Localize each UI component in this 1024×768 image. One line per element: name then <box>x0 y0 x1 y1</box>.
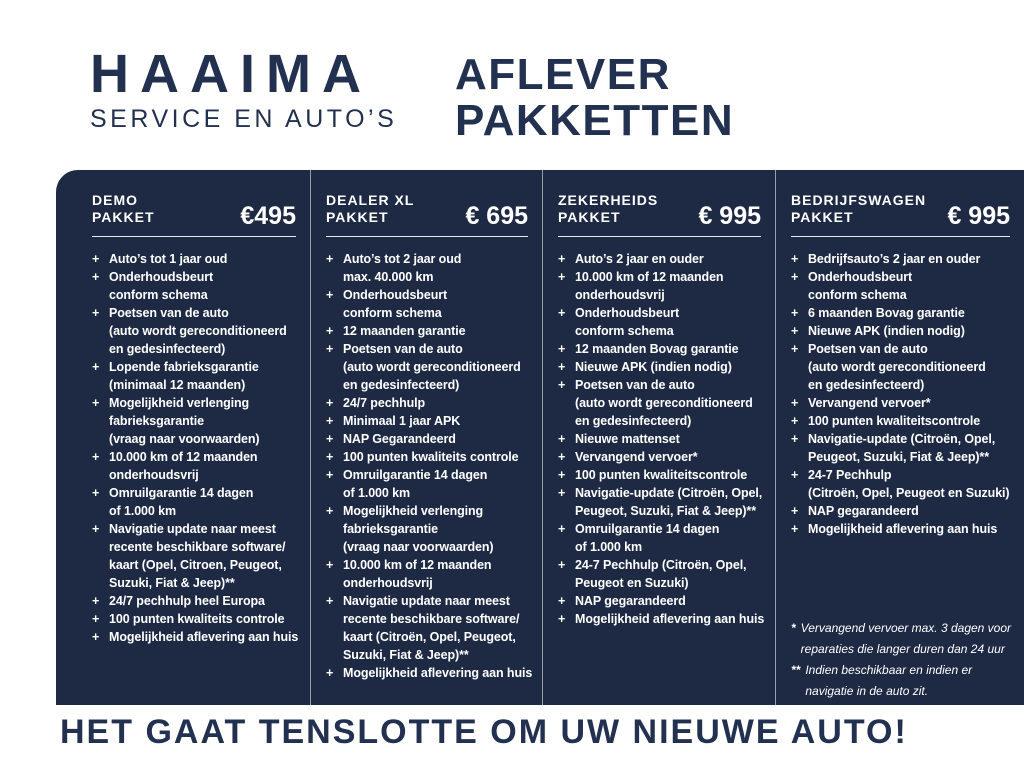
package-item-text <box>109 484 304 520</box>
package-item <box>326 592 536 664</box>
package-item-text <box>808 322 1018 340</box>
plus-icon: + <box>92 522 100 536</box>
plus-icon: + <box>326 252 334 266</box>
package-item-line: en gedesinfecteerd) <box>109 342 226 356</box>
package-item-line: conform schema <box>343 306 442 320</box>
plus-icon: + <box>791 504 799 518</box>
package-item-text <box>808 304 1018 322</box>
package-item-line: (auto wordt gereconditioneerd <box>575 396 753 410</box>
plus-icon: + <box>791 342 799 356</box>
package-item-text <box>575 610 769 628</box>
plus-icon: + <box>326 324 334 338</box>
footnote-line: Indien beschikbaar en indien er <box>805 663 973 677</box>
footnote-marker: ** <box>791 663 801 677</box>
package-item-line: Navigatie-update (Citroën, Opel, <box>808 432 996 446</box>
package-item-line: (Citroën, Opel, Peugeot en Suzuki) <box>808 486 1010 500</box>
package-item <box>558 520 769 556</box>
package-item <box>558 340 769 358</box>
package-item-line: Auto’s tot 2 jaar oud <box>343 252 462 266</box>
package-item-line: Auto’s tot 1 jaar oud <box>109 252 228 266</box>
plus-icon: + <box>558 342 566 356</box>
package-name-line: PAKKET <box>92 209 155 225</box>
package-item <box>558 304 769 340</box>
package-item <box>92 592 304 610</box>
package-item <box>326 412 536 430</box>
package-item-line: Navigatie-update (Citroën, Opel, <box>575 486 763 500</box>
package-item <box>791 520 1018 538</box>
plus-icon: + <box>326 396 334 410</box>
package-item-text <box>343 448 536 466</box>
package-item <box>92 268 304 304</box>
footnote-line: navigatie in de auto zit. <box>805 684 929 698</box>
package-name-line: DEMO <box>92 192 138 208</box>
package-item-line: (auto wordt gereconditioneerd <box>808 360 986 374</box>
package-item <box>558 250 769 268</box>
plus-icon: + <box>558 252 566 266</box>
package-item <box>558 376 769 430</box>
package-item-line: 24-7 Pechhulp <box>808 468 892 482</box>
package-item <box>326 664 536 682</box>
package-item-line: of 1.000 km <box>343 486 410 500</box>
package-item-text <box>109 250 304 268</box>
package-item-text <box>808 268 1018 304</box>
plus-icon: + <box>791 396 799 410</box>
package-item <box>326 340 536 394</box>
package-item-line: Onderhoudsbeurt <box>109 270 214 284</box>
package-item-line: Onderhoudsbeurt <box>808 270 913 284</box>
package-item-line: of 1.000 km <box>575 540 642 554</box>
package-item-line: onderhoudsvrij <box>575 288 665 302</box>
package-item <box>326 286 536 322</box>
package-item <box>92 628 304 646</box>
package-item-line: Mogelijkheid aflevering aan huis <box>575 612 765 626</box>
package-item-line: Suzuki, Fiat & Jeep)** <box>109 576 235 590</box>
package-item <box>791 268 1018 304</box>
package-name <box>92 192 155 226</box>
plus-icon: + <box>92 252 100 266</box>
package-price: € 995 <box>947 202 1010 230</box>
package-item-line: of 1.000 km <box>109 504 176 518</box>
package-item-text <box>343 322 536 340</box>
plus-icon: + <box>92 612 100 626</box>
plus-icon: + <box>326 450 334 464</box>
footnote-text <box>801 618 1011 660</box>
plus-icon: + <box>326 666 334 680</box>
package-item-text <box>109 520 304 592</box>
package-item-line: Suzuki, Fiat & Jeep)** <box>343 648 469 662</box>
column-rule <box>791 236 1010 237</box>
column-rule <box>326 236 528 237</box>
package-item-text <box>343 286 536 322</box>
package-item-line: Mogelijkheid verlenging <box>343 504 484 518</box>
package-item-text <box>575 304 769 340</box>
page-title-line1: AFLEVER <box>455 50 671 99</box>
package-item-line: 24-7 Pechhulp (Citroën, Opel, <box>575 558 747 572</box>
package-column-zekerheids <box>542 170 775 705</box>
plus-icon: + <box>791 432 799 446</box>
package-item-text <box>343 340 536 394</box>
package-item-line: 100 punten kwaliteitscontrole <box>575 468 748 482</box>
package-item-text <box>575 376 769 430</box>
package-item-line: Poetsen van de auto <box>808 342 928 356</box>
package-item-text <box>109 304 304 358</box>
package-item-line: Navigatie update naar meest <box>343 594 510 608</box>
package-item-text <box>343 412 536 430</box>
package-column-demo <box>56 170 310 705</box>
package-item-text <box>109 268 304 304</box>
package-item <box>326 322 536 340</box>
plus-icon: + <box>558 378 566 392</box>
package-item-line: en gedesinfecteerd) <box>575 414 692 428</box>
package-item-line: conform schema <box>575 324 674 338</box>
package-item-line: (vraag naar voorwaarden) <box>343 540 494 554</box>
plus-icon: + <box>558 306 566 320</box>
package-price: €495 <box>240 202 296 230</box>
package-item <box>326 502 536 556</box>
package-item-line: (minimaal 12 maanden) <box>109 378 246 392</box>
package-name-line: BEDRIJFSWAGEN <box>791 192 927 208</box>
package-item-text <box>575 520 769 556</box>
plus-icon: + <box>92 396 100 410</box>
column-rule <box>558 236 761 237</box>
package-item-line: kaart (Opel, Citroen, Peugeot, <box>109 558 282 572</box>
plus-icon: + <box>791 324 799 338</box>
package-item-line: Vervangend vervoer* <box>808 396 931 410</box>
plus-icon: + <box>791 252 799 266</box>
package-name-line: DEALER XL <box>326 192 415 208</box>
package-name-line: ZEKERHEIDS <box>558 192 659 208</box>
footer-slogan: HET GAAT TENSLOTTE OM UW NIEUWE AUTO! <box>60 713 908 751</box>
package-item <box>92 520 304 592</box>
package-item-text <box>808 250 1018 268</box>
package-item-line: NAP gegarandeerd <box>808 504 919 518</box>
package-item <box>791 340 1018 394</box>
package-item <box>558 448 769 466</box>
package-item-text <box>343 664 536 682</box>
footnotes <box>791 618 1018 702</box>
package-item-line: Lopende fabrieksgarantie <box>109 360 259 374</box>
package-item <box>92 448 304 484</box>
package-item <box>791 502 1018 520</box>
package-item <box>558 592 769 610</box>
package-item-text <box>808 466 1018 502</box>
footnote-line: Vervangend vervoer max. 3 dagen voor <box>800 621 1012 635</box>
plus-icon: + <box>558 594 566 608</box>
package-item-text <box>575 430 769 448</box>
package-item <box>791 250 1018 268</box>
package-item-line: Mogelijkheid aflevering aan huis <box>808 522 998 536</box>
package-item-text <box>808 430 1018 466</box>
package-item <box>326 466 536 502</box>
package-item-text <box>343 394 536 412</box>
plus-icon: + <box>326 342 334 356</box>
package-item-text <box>575 448 769 466</box>
package-item-text <box>575 358 769 376</box>
plus-icon: + <box>326 594 334 608</box>
package-item-line: max. 40.000 km <box>343 270 434 284</box>
package-item-line: Mogelijkheid aflevering aan huis <box>109 630 299 644</box>
package-header <box>558 192 769 230</box>
package-item <box>558 466 769 484</box>
package-item-text <box>575 466 769 484</box>
package-item-line: Nieuwe APK (indien nodig) <box>808 324 965 338</box>
plus-icon: + <box>791 414 799 428</box>
package-item-text <box>808 394 1018 412</box>
plus-icon: + <box>326 288 334 302</box>
footnote <box>791 618 1018 660</box>
package-item-line: Omruilgarantie 14 dagen <box>109 486 254 500</box>
package-item-text <box>109 448 304 484</box>
package-header <box>92 192 304 230</box>
package-item-line: Poetsen van de auto <box>575 378 695 392</box>
package-item-line: Omruilgarantie 14 dagen <box>575 522 720 536</box>
plus-icon: + <box>558 360 566 374</box>
package-name <box>558 192 658 226</box>
package-item <box>791 304 1018 322</box>
package-item <box>326 556 536 592</box>
footnote-text <box>805 660 972 702</box>
logo-subtitle: SERVICE EN AUTO’S <box>90 105 398 133</box>
package-item <box>558 358 769 376</box>
package-item-line: 100 punten kwaliteitscontrole <box>808 414 981 428</box>
package-name-line: PAKKET <box>791 209 854 225</box>
package-name-line: PAKKET <box>326 209 389 225</box>
package-item-text <box>343 556 536 592</box>
package-item-text <box>808 502 1018 520</box>
package-item <box>326 250 536 286</box>
logo-title: HAAIMA <box>90 44 372 104</box>
plus-icon: + <box>791 522 799 536</box>
package-item-text <box>808 340 1018 394</box>
package-item-list <box>92 250 304 646</box>
package-item-line: kaart (Citroën, Opel, Peugeot, <box>343 630 516 644</box>
package-item-line: conform schema <box>808 288 907 302</box>
package-item-line: Poetsen van de auto <box>109 306 229 320</box>
plus-icon: + <box>791 270 799 284</box>
package-header <box>791 192 1018 230</box>
package-item-line: 12 maanden Bovag garantie <box>575 342 739 356</box>
plus-icon: + <box>92 270 100 284</box>
package-item <box>92 484 304 520</box>
plus-icon: + <box>92 360 100 374</box>
package-item-line: 100 punten kwaliteits controle <box>343 450 519 464</box>
package-item-text <box>575 250 769 268</box>
package-item-line: Onderhoudsbeurt <box>575 306 680 320</box>
package-item-line: 100 punten kwaliteits controle <box>109 612 285 626</box>
package-item-line: 10.000 km of 12 maanden <box>575 270 724 284</box>
plus-icon: + <box>558 468 566 482</box>
package-item-line: 10.000 km of 12 maanden <box>343 558 492 572</box>
package-item-line: Bedrijfsauto’s 2 jaar en ouder <box>808 252 981 266</box>
package-item <box>326 448 536 466</box>
package-item-text <box>343 466 536 502</box>
plus-icon: + <box>791 306 799 320</box>
plus-icon: + <box>326 504 334 518</box>
package-item <box>558 484 769 520</box>
package-item-line: 24/7 pechhulp heel Europa <box>109 594 265 608</box>
package-item-text <box>575 268 769 304</box>
package-item <box>558 268 769 304</box>
plus-icon: + <box>326 468 334 482</box>
package-item-line: NAP Gegarandeerd <box>343 432 456 446</box>
package-item <box>92 394 304 448</box>
package-column-dealer-xl <box>310 170 542 705</box>
package-item-text <box>343 502 536 556</box>
plus-icon: + <box>92 306 100 320</box>
package-item-text <box>109 592 304 610</box>
package-item-line: Vervangend vervoer* <box>575 450 698 464</box>
plus-icon: + <box>92 486 100 500</box>
column-rule <box>92 236 296 237</box>
package-item-text <box>109 358 304 394</box>
package-item-line: onderhoudsvrij <box>343 576 433 590</box>
package-item-line: 6 maanden Bovag garantie <box>808 306 965 320</box>
package-item-line: Peugeot, Suzuki, Fiat & Jeep)** <box>575 504 756 518</box>
page-title <box>455 52 734 144</box>
package-item-line: onderhoudsvrij <box>109 468 199 482</box>
package-name-line: PAKKET <box>558 209 621 225</box>
package-item-line: 12 maanden garantie <box>343 324 466 338</box>
plus-icon: + <box>326 414 334 428</box>
plus-icon: + <box>92 630 100 644</box>
package-item-line: 24/7 pechhulp <box>343 396 426 410</box>
package-item-line: NAP gegarandeerd <box>575 594 686 608</box>
package-item-line: Mogelijkheid aflevering aan huis <box>343 666 533 680</box>
package-item <box>791 322 1018 340</box>
package-item <box>558 610 769 628</box>
plus-icon: + <box>92 594 100 608</box>
package-item-text <box>575 592 769 610</box>
package-item <box>558 430 769 448</box>
footnote <box>791 660 1018 702</box>
package-item <box>92 250 304 268</box>
package-header <box>326 192 536 230</box>
plus-icon: + <box>791 468 799 482</box>
package-item <box>791 466 1018 502</box>
package-item-line: en gedesinfecteerd) <box>808 378 925 392</box>
package-item <box>791 430 1018 466</box>
plus-icon: + <box>326 432 334 446</box>
package-item <box>326 394 536 412</box>
package-item <box>92 610 304 628</box>
package-item-line: (auto wordt gereconditioneerd <box>343 360 521 374</box>
plus-icon: + <box>92 450 100 464</box>
package-name <box>791 192 926 226</box>
package-item-line: (auto wordt gereconditioneerd <box>109 324 287 338</box>
package-item-line: Poetsen van de auto <box>343 342 463 356</box>
plus-icon: + <box>558 522 566 536</box>
package-item-line: Auto’s 2 jaar en ouder <box>575 252 704 266</box>
package-item-line: recente beschikbare software/ <box>343 612 520 626</box>
brand-logo <box>90 46 397 134</box>
plus-icon: + <box>558 432 566 446</box>
package-item-line: Onderhoudsbeurt <box>343 288 448 302</box>
package-item-line: en gedesinfecteerd) <box>343 378 460 392</box>
page-title-line2: PAKKETTEN <box>455 96 735 145</box>
package-item-line: conform schema <box>109 288 208 302</box>
package-item-line: Mogelijkheid verlenging <box>109 396 250 410</box>
package-item-text <box>575 484 769 520</box>
package-item-text <box>808 520 1018 538</box>
package-item-line: Nieuwe mattenset <box>575 432 680 446</box>
package-item-list <box>791 250 1018 538</box>
package-item-line: Minimaal 1 jaar APK <box>343 414 461 428</box>
plus-icon: + <box>558 486 566 500</box>
package-item <box>92 304 304 358</box>
package-item <box>326 430 536 448</box>
package-item-list <box>558 250 769 628</box>
package-item-line: 10.000 km of 12 maanden <box>109 450 258 464</box>
package-name <box>326 192 414 226</box>
package-price: € 695 <box>465 202 528 230</box>
package-item <box>791 394 1018 412</box>
package-item-text <box>109 628 304 646</box>
package-price: € 995 <box>698 202 761 230</box>
package-item-text <box>808 412 1018 430</box>
package-item-text <box>109 610 304 628</box>
package-item-line: fabrieksgarantie <box>343 522 438 536</box>
footnote-marker: * <box>791 621 796 635</box>
package-item-line: Peugeot, Suzuki, Fiat & Jeep)** <box>808 450 989 464</box>
package-item-line: Peugeot en Suzuki) <box>575 576 689 590</box>
package-item-line: recente beschikbare software/ <box>109 540 286 554</box>
package-item-line: (vraag naar voorwaarden) <box>109 432 260 446</box>
package-item-line: Nieuwe APK (indien nodig) <box>575 360 732 374</box>
package-item-text <box>343 250 536 286</box>
package-item-line: Omruilgarantie 14 dagen <box>343 468 488 482</box>
package-item-line: Navigatie update naar meest <box>109 522 276 536</box>
package-item-text <box>343 430 536 448</box>
package-item-text <box>575 556 769 592</box>
package-item <box>92 358 304 394</box>
package-item <box>558 556 769 592</box>
package-item-text <box>109 394 304 448</box>
package-item-text <box>343 592 536 664</box>
plus-icon: + <box>558 558 566 572</box>
package-item-text <box>575 340 769 358</box>
footnote-line: reparaties die langer duren dan 24 uur <box>800 642 1005 656</box>
package-item-line: fabrieksgarantie <box>109 414 204 428</box>
packages-panel <box>56 170 1024 705</box>
plus-icon: + <box>558 450 566 464</box>
plus-icon: + <box>558 612 566 626</box>
package-item-list <box>326 250 536 682</box>
package-item <box>791 412 1018 430</box>
package-column-bedrijfswagen <box>775 170 1024 705</box>
plus-icon: + <box>326 558 334 572</box>
plus-icon: + <box>558 270 566 284</box>
